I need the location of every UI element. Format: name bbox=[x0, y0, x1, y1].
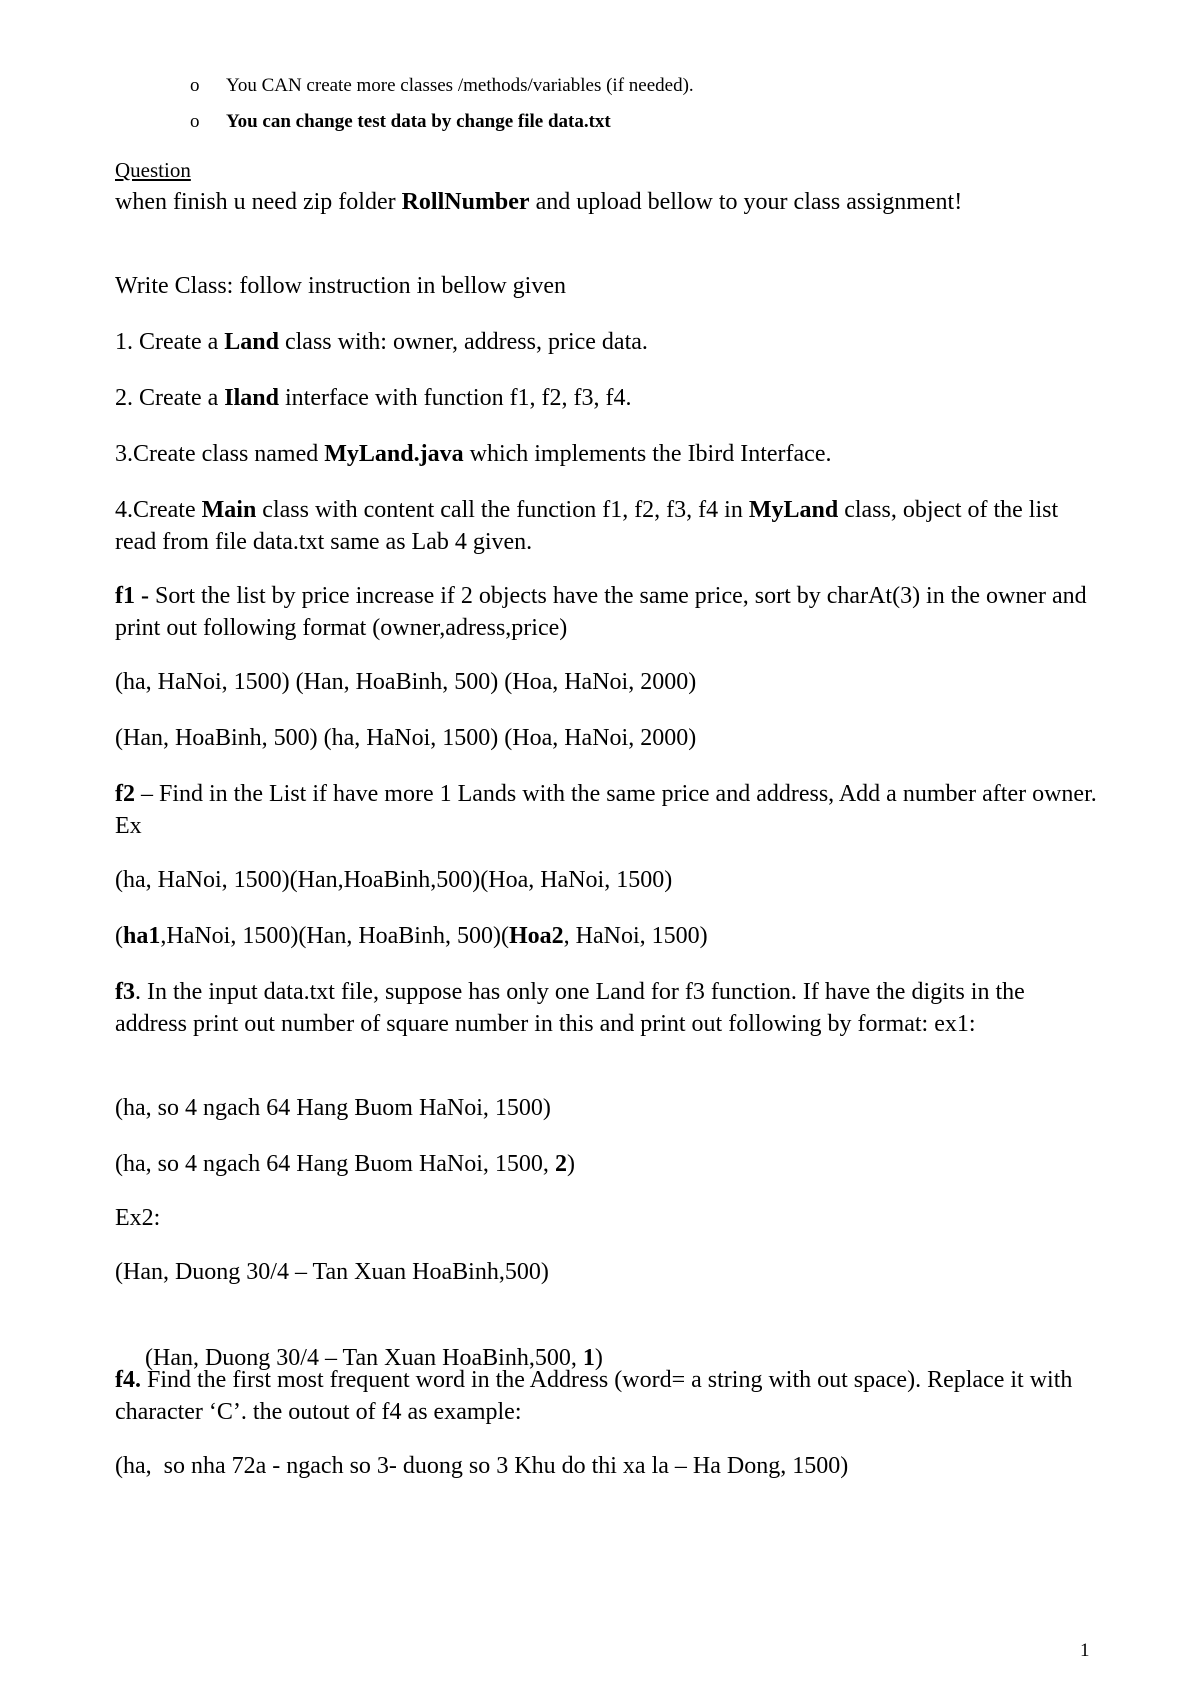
text-run: , HaNoi, 1500) bbox=[563, 923, 708, 949]
text-run: 2. Create a bbox=[115, 385, 225, 411]
bold-run: 2 bbox=[554, 1151, 567, 1177]
bold-run: Land bbox=[224, 329, 279, 355]
text-run: Find the first most frequent word in the Address (word= a string with out space). Replace it with character ‘C’. the outout of f4 as example: bbox=[115, 1367, 1073, 1425]
bold-run: MyLand bbox=[748, 497, 839, 523]
bullet-mark: o bbox=[190, 111, 200, 132]
item-1 bbox=[115, 326, 648, 358]
text-run: ) bbox=[594, 1345, 603, 1371]
bold-run: RollNumber bbox=[401, 189, 530, 215]
bullet-text: You can change test data by change file data.txt bbox=[226, 111, 611, 132]
text-run: and upload bellow to your class assignment! bbox=[529, 189, 963, 215]
text-run: 4.Create bbox=[115, 497, 202, 523]
f4-label: f4. bbox=[115, 1367, 141, 1393]
text-run: 1. Create a bbox=[115, 329, 225, 355]
bold-run: MyLand.java bbox=[324, 441, 464, 467]
page-number: 1 bbox=[1080, 1640, 1090, 1661]
text-run: which implements the Ibird Interface. bbox=[463, 441, 832, 467]
bullet-item bbox=[190, 74, 694, 98]
bold-run: Main bbox=[201, 497, 257, 523]
f2-label: f2 bbox=[115, 781, 135, 807]
bold-run: ha1 bbox=[123, 923, 161, 949]
write-class-line: Write Class: follow instruction in bellow given bbox=[115, 273, 566, 299]
text-run: Sort the list by price increase if 2 objects have the same price, sort by charAt(3) in the owner and print out following format (owner,adress,price) bbox=[115, 583, 1087, 641]
text-run: ,HaNoi, 1500)(Han, HoaBinh, 500)( bbox=[160, 923, 509, 949]
text-run: 3.Create class named bbox=[115, 441, 325, 467]
f4-description bbox=[115, 1364, 1100, 1428]
bold-run: Iland bbox=[224, 385, 279, 411]
text-run: class with content call the function f1, f2, f3, f4 in bbox=[256, 497, 749, 523]
f1-example-output: (Han, HoaBinh, 500) (ha, HaNoi, 1500) (Hoa, HaNoi, 2000) bbox=[115, 725, 697, 751]
f3-example1-input: (ha, so 4 ngach 64 Hang Buom HaNoi, 1500) bbox=[115, 1095, 551, 1121]
f2-example-input: (ha, HaNoi, 1500)(Han,HoaBinh,500)(Hoa, HaNoi, 1500) bbox=[115, 867, 673, 893]
text-run: ( bbox=[115, 923, 123, 949]
f4-example-input: (ha, so nha 72a - ngach so 3- duong so 3 Khu do thi xa la – Ha Dong, 1500) bbox=[115, 1453, 849, 1479]
f3-example2-label: Ex2: bbox=[115, 1205, 161, 1231]
text-run: interface with function f1, f2, f3, f4. bbox=[278, 385, 632, 411]
bullet-mark: o bbox=[190, 75, 200, 96]
text-run: (Han, Duong 30/4 – Tan Xuan HoaBinh,500, bbox=[139, 1345, 583, 1371]
text-run: . In the input data.txt file, suppose has only one Land for f3 function. If have the digits in the address print out number of square number in this and print out following by format: ex1: bbox=[115, 979, 1025, 1037]
text-run: when finish u need zip folder bbox=[115, 189, 402, 215]
bullet-text: You CAN create more classes /methods/variables (if needed). bbox=[226, 75, 694, 96]
intro-paragraph bbox=[115, 186, 1100, 218]
item-2 bbox=[115, 382, 632, 414]
f3-example1-output bbox=[115, 1148, 575, 1180]
item-4 bbox=[115, 494, 1100, 558]
question-heading: Question bbox=[115, 158, 191, 182]
text-run: (ha, so 4 ngach 64 Hang Buom HaNoi, 1500, bbox=[115, 1151, 555, 1177]
bold-run: Hoa2 bbox=[508, 923, 564, 949]
text-run: – Find in the List if have more 1 Lands with the same price and address, Add a number after owner. Ex bbox=[115, 781, 1097, 839]
f2-description bbox=[115, 778, 1100, 842]
bullet-item bbox=[190, 110, 611, 134]
bold-run: 1 bbox=[582, 1345, 595, 1371]
f2-example-output bbox=[115, 920, 708, 952]
f3-label: f3 bbox=[115, 979, 135, 1005]
f1-description bbox=[115, 580, 1100, 644]
f3-description bbox=[115, 976, 1100, 1040]
f1-example-input: (ha, HaNoi, 1500) (Han, HoaBinh, 500) (Hoa, HaNoi, 2000) bbox=[115, 669, 697, 695]
f1-label: f1 - bbox=[115, 583, 149, 609]
item-3 bbox=[115, 438, 831, 470]
f3-example2-input: (Han, Duong 30/4 – Tan Xuan HoaBinh,500) bbox=[115, 1259, 549, 1285]
text-run: class with: owner, address, price data. bbox=[278, 329, 648, 355]
text-run: class, object of the list read from file data.txt same as Lab 4 given. bbox=[115, 497, 1059, 555]
text-run: ) bbox=[566, 1151, 575, 1177]
